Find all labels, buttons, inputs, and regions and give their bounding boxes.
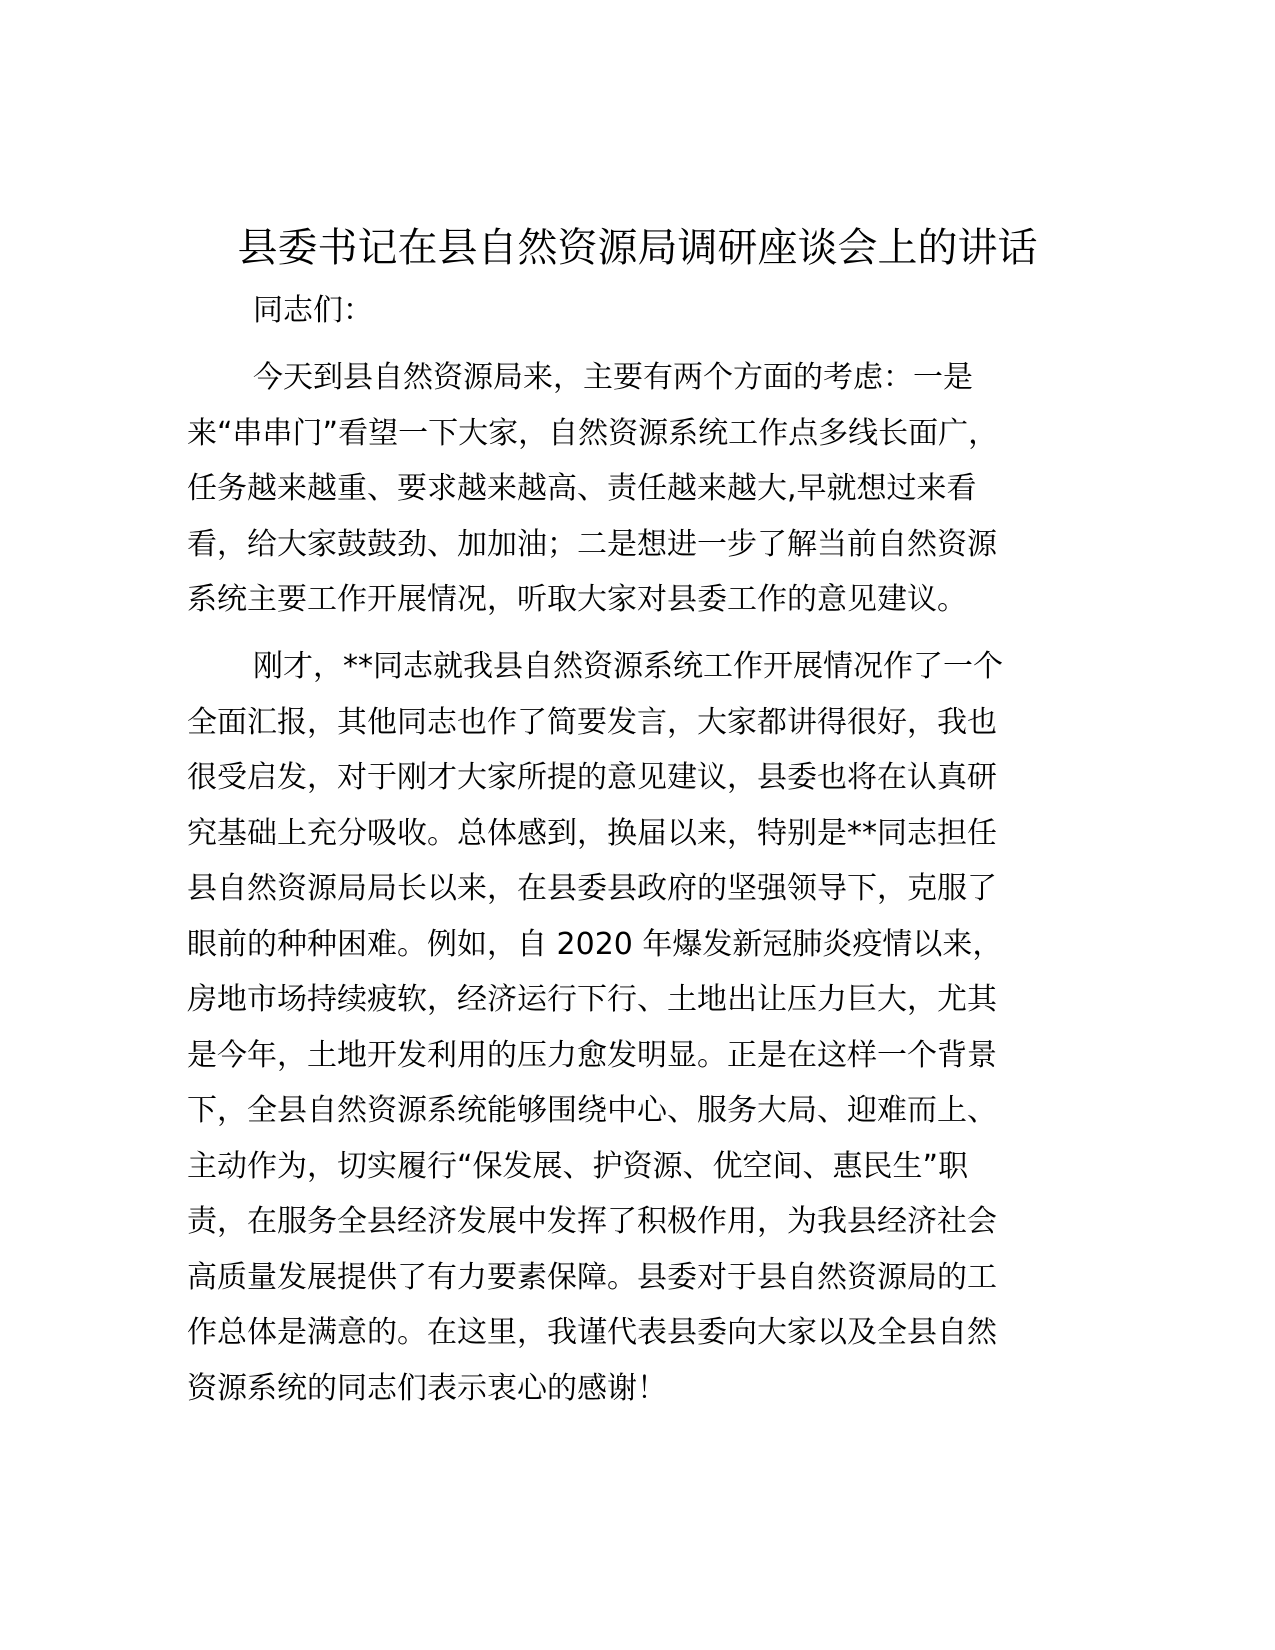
paragraph-line: 资源系统的同志们表示衷心的感谢！ [187, 1371, 667, 1406]
paragraph-line: 作总体是满意的。在这里，我谨代表县委向大家以及全县自然 [187, 1315, 997, 1350]
paragraph-line: 责，在服务全县经济发展中发挥了积极作用，为我县经济社会 [187, 1204, 997, 1239]
paragraph-line: 来“串串门”看望一下大家，自然资源系统工作点多线长面广， [187, 416, 999, 451]
paragraph-line: 今天到县自然资源局来，主要有两个方面的考虑：一是 [253, 360, 973, 395]
paragraph-line: 全面汇报，其他同志也作了简要发言，大家都讲得很好，我也 [187, 705, 997, 740]
paragraph-line: 眼前的种种困难。例如，自 2020 年爆发新冠肺炎疫情以来， [187, 927, 1003, 962]
paragraph-line: 房地市场持续疲软，经济运行下行、土地出让压力巨大，尤其 [187, 982, 997, 1017]
paragraph-line: 县自然资源局局长以来，在县委县政府的坚强领导下，克服了 [187, 871, 997, 906]
paragraph-line: 高质量发展提供了有力要素保障。县委对于县自然资源局的工 [187, 1260, 997, 1295]
paragraph-line: 很受启发，对于刚才大家所提的意见建议，县委也将在认真研 [187, 760, 997, 795]
document-title: 县委书记在县自然资源局调研座谈会上的讲话 [237, 225, 1038, 271]
paragraph-line: 任务越来越重、要求越来越高、责任越来越大,早就想过来看 [187, 471, 977, 506]
paragraph-line: 看，给大家鼓鼓劲、加加油；二是想进一步了解当前自然资源 [187, 527, 997, 562]
paragraph-line: 主动作为，切实履行“保发展、护资源、优空间、惠民生”职 [187, 1149, 969, 1184]
paragraph-line: 下，全县自然资源系统能够围绕中心、服务大局、迎难而上、 [187, 1093, 997, 1128]
paragraph-line: 究基础上充分吸收。总体感到，换届以来，特别是**同志担任 [187, 816, 997, 851]
greeting: 同志们： [253, 293, 373, 328]
paragraph-line: 刚才，**同志就我县自然资源系统工作开展情况作了一个 [253, 649, 1003, 684]
paragraph-line: 系统主要工作开展情况，听取大家对县委工作的意见建议。 [187, 582, 967, 617]
paragraph-line: 是今年，土地开发利用的压力愈发明显。正是在这样一个背景 [187, 1038, 997, 1073]
